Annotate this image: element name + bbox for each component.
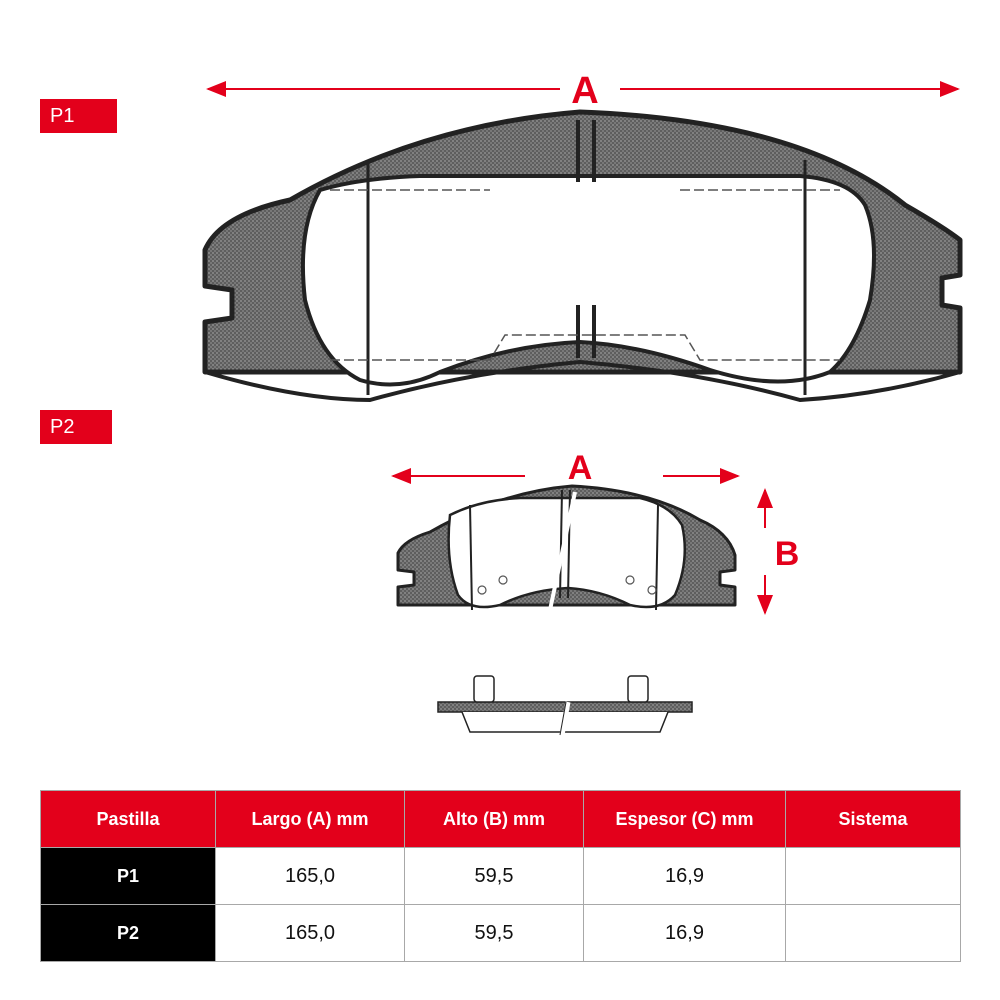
row-alto: 59,5 (405, 905, 584, 962)
row-pastilla: P1 (41, 848, 216, 905)
table-header-row (41, 791, 961, 848)
dimension-a-bottom (393, 449, 738, 487)
header-sistema: Sistema (786, 791, 961, 848)
header-pastilla: Pastilla (41, 791, 216, 848)
row-largo: 165,0 (216, 848, 405, 905)
row-pastilla: P2 (41, 905, 216, 962)
header-largo: Largo (A) mm (216, 791, 405, 848)
p2-tag: P2 (40, 410, 112, 444)
dimension-a-small-label: A (567, 448, 593, 487)
dimension-b-label: B (774, 534, 800, 573)
p1-pad-front-view (205, 112, 960, 400)
table-row (41, 848, 961, 905)
dimension-b (765, 490, 799, 613)
header-espesor: Espesor (C) mm (584, 791, 786, 848)
p1-tag: P1 (40, 99, 117, 133)
dimension-a-label: A (571, 70, 599, 113)
header-alto: Alto (B) mm (405, 791, 584, 848)
row-largo: 165,0 (216, 905, 405, 962)
row-sistema (786, 848, 961, 905)
dimension-a-top (208, 70, 958, 112)
table-row (41, 905, 961, 962)
row-espesor: 16,9 (584, 905, 786, 962)
p2-pad-front-view (398, 486, 735, 610)
row-alto: 59,5 (405, 848, 584, 905)
specs-table (40, 790, 961, 962)
p2-pad-side-view (438, 676, 692, 735)
row-espesor: 16,9 (584, 848, 786, 905)
row-sistema (786, 905, 961, 962)
